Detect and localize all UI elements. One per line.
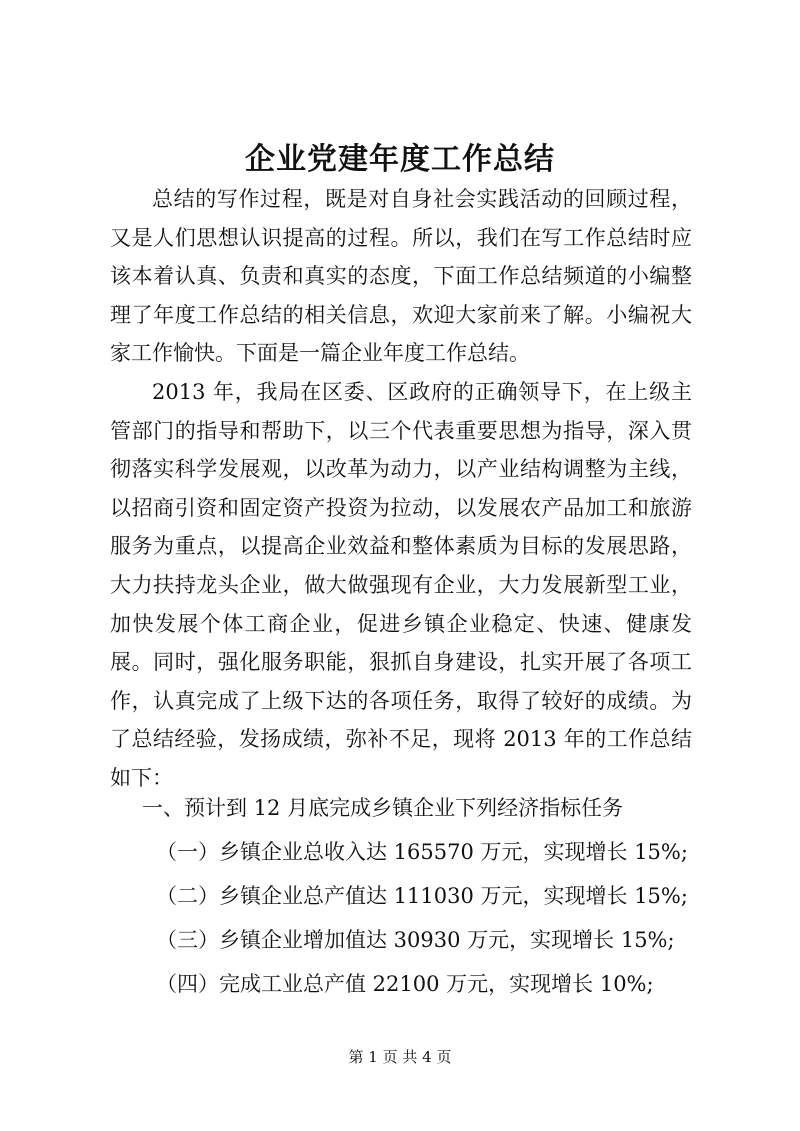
list-item: （四）完成工业总产值 22100 万元，实现增长 10%;: [156, 972, 654, 996]
intro-paragraph: 总结的写作过程，既是对自身社会实践活动的回顾过程，又是人们思想认识提高的过程。所以，我们在写工作总结时应该本着认真、负责和真实的态度，下面工作总结频道的小编整理了年度工作总结的相关信息，欢迎大家前来了解。小编祝大家工作愉快。下面是一篇企业年度工作总结。: [110, 187, 692, 366]
document-body: [110, 180, 692, 798]
page-footer: 第 1 页 共 4 页: [348, 1048, 452, 1066]
summary-paragraph: 2013 年，我局在区委、区政府的正确领导下，在上级主管部门的指导和帮助下，以三个代表重要思想为指导，深入贯彻落实科学发展观，以改革为动力，以产业结构调整为主线，以招商引资和固定资产投资为拉动，以发展农产品加工和旅游服务为重点，以提高企业效益和整体素质为目标的发展思路，大力扶持龙头企业，做大做强现有企业，大力发展新型工业，加快发展个体工商企业，促进乡镇企业稳定、快速、健康发展。同时，强化服务职能，狠抓自身建设，扎实开展了各项工作，认真完成了上级下达的各项任务，取得了较好的成绩。为了总结经验，发扬成绩，弥补不足，现将 2013 年的工作总结如下：: [110, 379, 692, 790]
section-heading: 一、预计到 12 月底完成乡镇企业下列经济指标任务: [142, 796, 624, 820]
list-item: （三）乡镇企业增加值达 30930 万元，实现增长 15%;: [156, 928, 675, 952]
document-title: 企业党建年度工作总结: [245, 142, 555, 177]
indicator-list: [110, 786, 700, 1006]
list-item: （一）乡镇企业总收入达 165570 万元，实现增长 15%;: [156, 840, 688, 864]
list-item: （二）乡镇企业总产值达 111030 万元，实现增长 15%;: [156, 884, 688, 908]
